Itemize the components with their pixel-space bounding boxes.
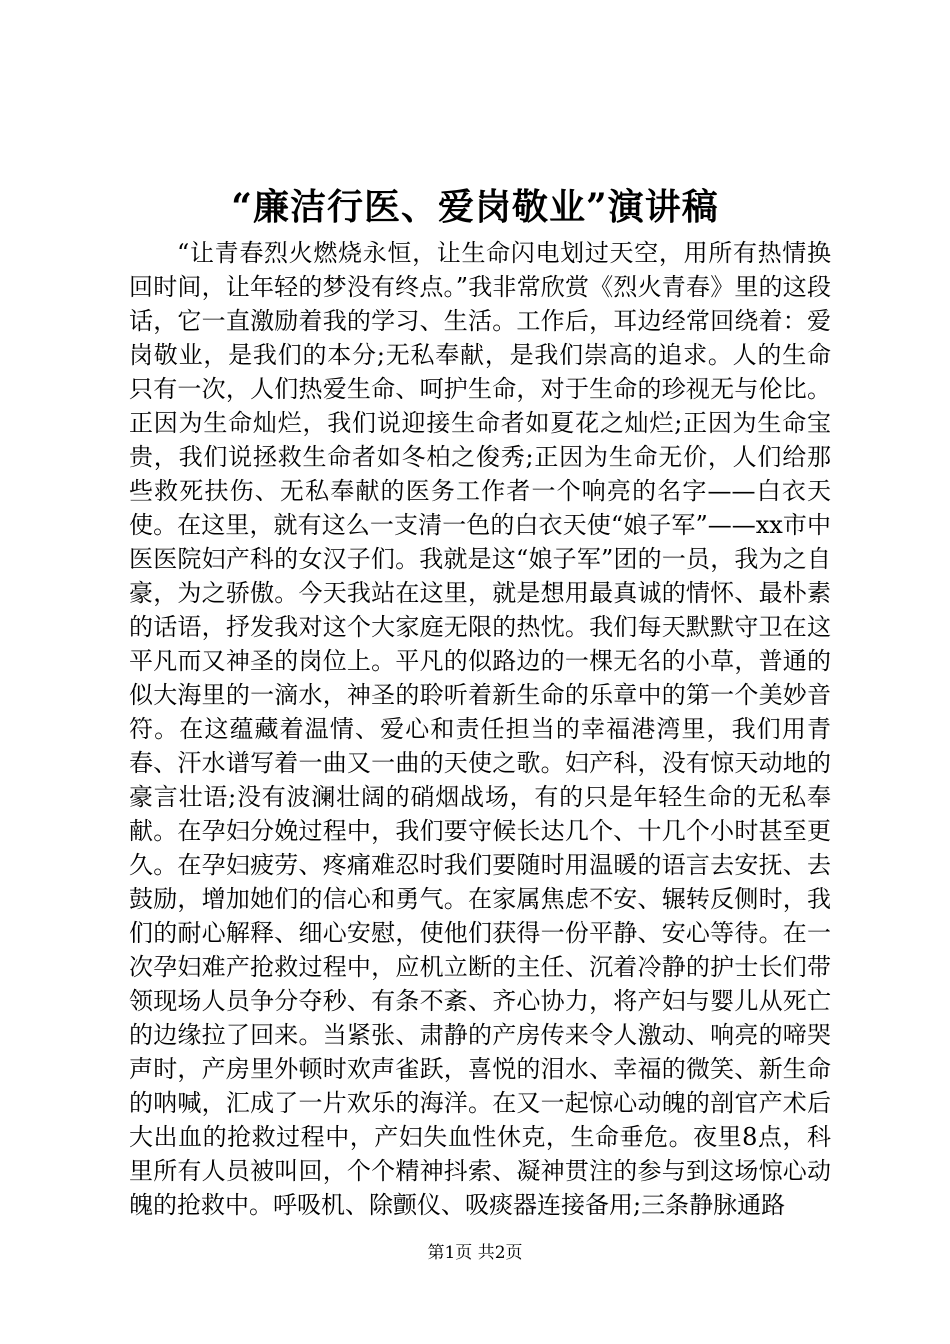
page-number-footer: 第1页 共2页 [427,1243,523,1263]
body-paragraph: “让青春烈火燃烧永恒，让生命闪电划过天空，用所有热情换回时间，让年轻的梦没有终点。”我非常欣赏《烈火青春》里的这段话，它一直激励着我的学习、生活。工作后，耳边经常回绕着：爱岗敬业，是我们的本分;无私奉献，是我们崇高的追求。人的生命只有一次，人们热爱生命、呵护生命，对于生命的珍视无与伦比。正因为生命灿烂，我们说迎接生命者如夏花之灿烂;正因为生命宝贵，我们说拯救生命者如冬柏之俊秀;正因为生命无价，人们给那些救死扶伤、无私奉献的医务工作者一个响亮的名字——白衣天使。在这里，就有这么一支清一色的白衣天使“娘子军”——xx市中医医院妇产科的女汉子们。我就是这“娘子军”团的一员，我为之自豪，为之骄傲。今天我站在这里，就是想用最真诚的情怀、最朴素的话语，抒发我对这个大家庭无限的热忱。我们每天默默守卫在这平凡而又神圣的岗位上。平凡的似路边的一棵无名的小草，普通的似大海里的一滴水，神圣的聆听着新生命的乐章中的第一个美妙音符。在这蕴藏着温情、爱心和责任担当的幸福港湾里，我们用青春、汗水谱写着一曲又一曲的天使之歌。妇产科，没有惊天动地的豪言壮语;没有波澜壮阔的硝烟战场，有的只是年轻生命的无私奉献。在孕妇分娩过程中，我们要守候长达几个、十几个小时甚至更久。在孕妇疲劳、疼痛难忍时我们要随时用温暖的语言去安抚、去鼓励，增加她们的信心和勇气。在家属焦虑不安、辗转反侧时，我们的耐心解释、细心安慰，使他们获得一份平静、安心等待。在一次孕妇难产抢救过程中，应机立断的主任、沉着冷静的护士长们带领现场人员争分夺秒、有条不紊、齐心协力，将产妇与婴儿从死亡的边缘拉了回来。当紧张、肃静的产房传来令人激动、响亮的啼哭声时，产房里外顿时欢声雀跃，喜悦的泪水、幸福的微笑、新生命的呐喊，汇成了一片欢乐的海洋。在又一起惊心动魄的剖官产术后大出血的抢救过程中，产妇失血性休克，生命垂危。夜里8点，科里所有人员被叫回，个个精神抖索、凝神贯注的参与到这场惊心动魄的抢救中。呼吸机、除颤仪、吸痰器连接备用;三条静脉通路 [129,239,831,1219]
document-title: “廉洁行医、爱岗敬业”演讲稿 [231,186,719,228]
